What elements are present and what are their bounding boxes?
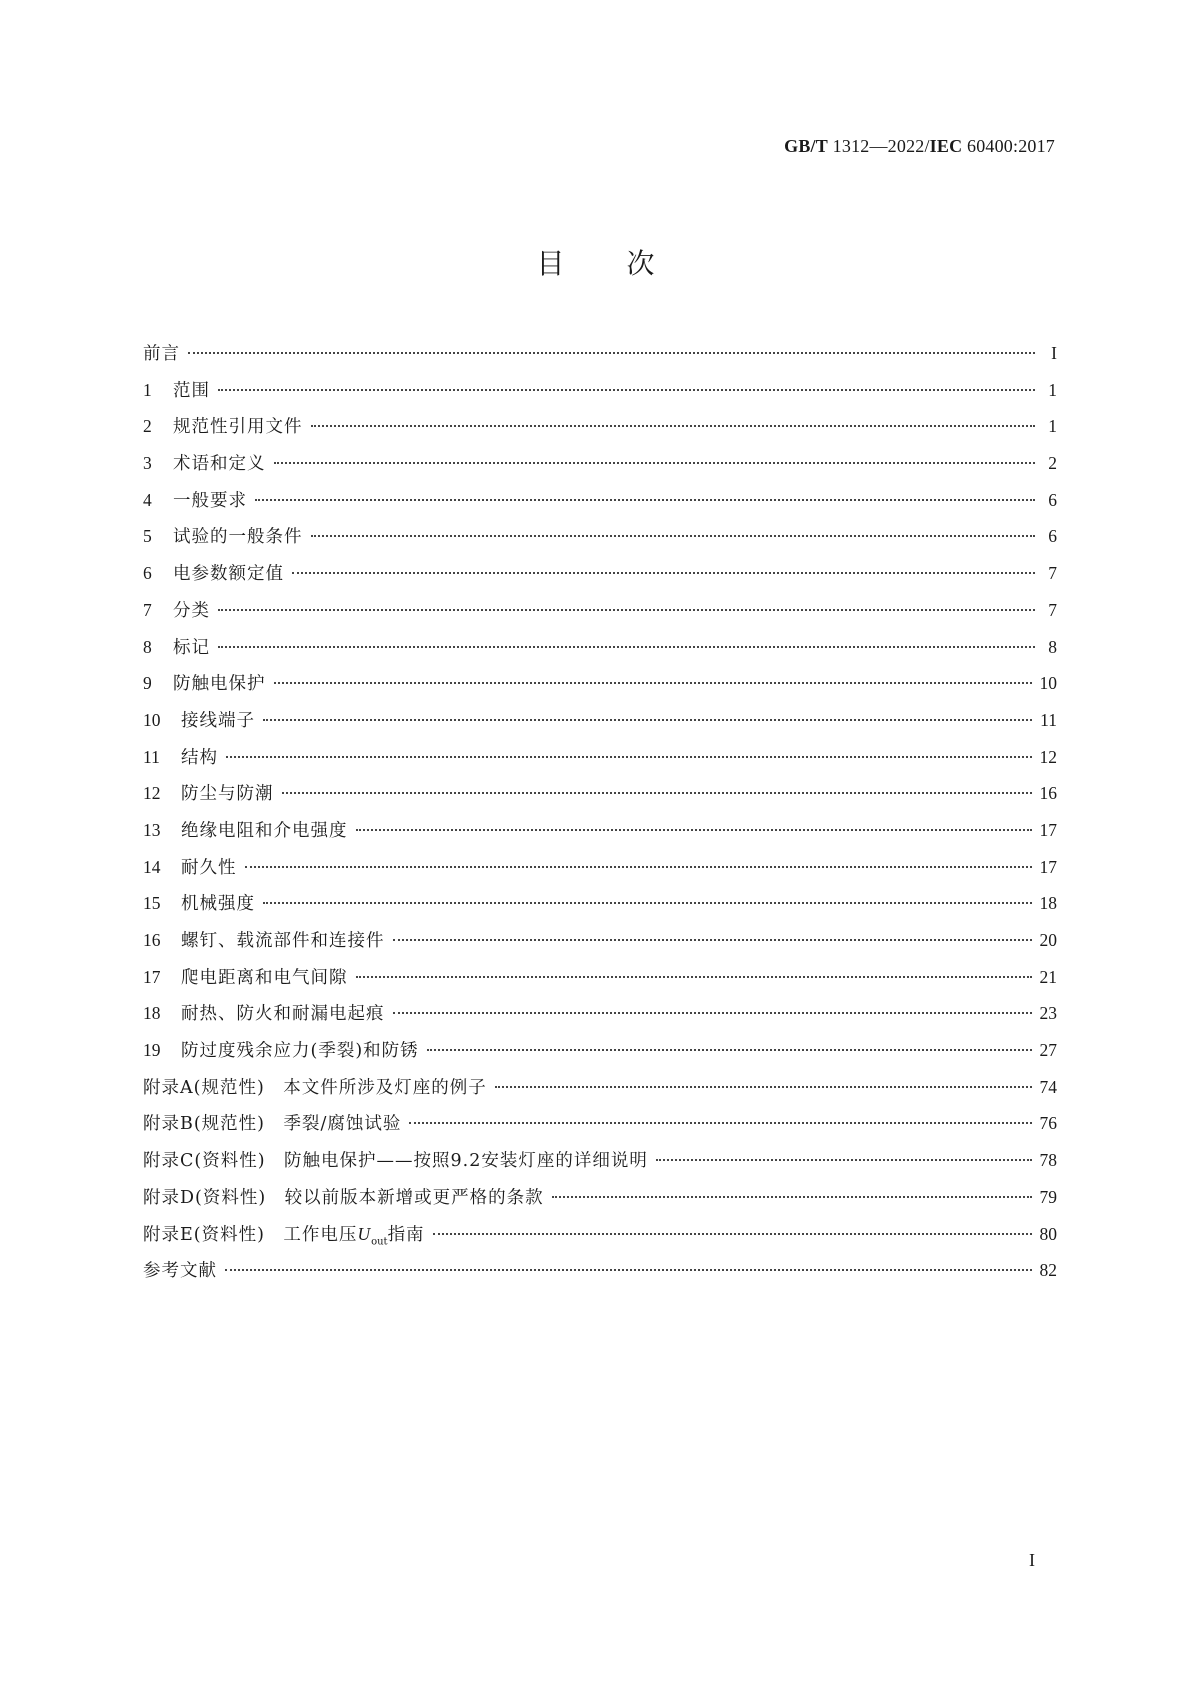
toc-leader-dots	[263, 719, 1032, 721]
toc-entry-label: 标记	[173, 637, 210, 658]
toc-leader-dots	[393, 939, 1032, 941]
toc-entry-16[interactable]	[143, 927, 1057, 964]
toc-entry-page: 7	[1048, 599, 1057, 620]
toc-entry-label: 防尘与防潮	[181, 784, 274, 805]
toc-leader-dots	[226, 756, 1032, 758]
toc-entry-number: 17	[143, 966, 161, 987]
toc-entry-label: 参考文献	[143, 1261, 217, 1282]
toc-leader-dots	[311, 535, 1036, 537]
toc-entry-14[interactable]	[143, 854, 1057, 891]
toc-leader-dots	[274, 682, 1032, 684]
toc-entry-18[interactable]	[143, 1000, 1057, 1037]
toc-entry-page: I	[1051, 343, 1057, 363]
toc-entry-label-variable: U	[357, 1223, 372, 1244]
toc-entry-number: 8	[143, 636, 152, 657]
toc-leader-dots	[656, 1159, 1032, 1161]
toc-entry-label: 防过度残余应力(季裂)和防锈	[181, 1041, 419, 1062]
toc-entry-17[interactable]	[143, 964, 1057, 1001]
toc-entry-page: 17	[1039, 856, 1057, 877]
toc-leader-dots	[409, 1122, 1031, 1124]
standard-code	[784, 136, 1055, 157]
toc-entry-label: 附录B(规范性) 季裂/腐蚀试验	[143, 1114, 402, 1135]
toc-leader-dots	[282, 792, 1032, 794]
toc-entry-label: 附录A(规范性) 本文件所涉及灯座的例子	[143, 1077, 487, 1098]
toc-leader-dots	[292, 572, 1035, 574]
toc-entry-bibliography[interactable]	[143, 1257, 1057, 1294]
standard-code-iec: IEC	[929, 136, 963, 156]
toc-leader-dots	[433, 1233, 1032, 1235]
page-number: I	[1029, 1550, 1035, 1570]
toc-entry-page: 76	[1039, 1113, 1057, 1134]
toc-entry-page: 18	[1039, 893, 1057, 914]
toc-leader-dots	[356, 829, 1032, 831]
toc-entry-annex-e[interactable]	[143, 1221, 1057, 1258]
toc-entry-page: 6	[1048, 489, 1057, 510]
toc-entry-label: 接线端子	[181, 710, 255, 731]
toc-entry-page: 27	[1039, 1040, 1057, 1061]
toc-entry-label: 耐热、防火和耐漏电起痕	[181, 1004, 385, 1025]
toc-entry-page: 23	[1039, 1003, 1057, 1024]
toc-entry-2[interactable]	[143, 413, 1057, 450]
toc-leader-dots	[255, 499, 1035, 501]
toc-entry-label: 机械强度	[181, 894, 255, 915]
toc-entry-3[interactable]	[143, 450, 1057, 487]
toc-leader-dots	[311, 425, 1036, 427]
toc-entry-label: 防触电保护	[173, 674, 266, 695]
toc-entry-9[interactable]	[143, 670, 1057, 707]
toc-leader-dots	[218, 646, 1035, 648]
standard-code-gbt: GB/T	[784, 136, 828, 156]
toc-leader-dots	[245, 866, 1032, 868]
toc-entry-number: 1	[143, 379, 152, 400]
toc-entry-6[interactable]	[143, 560, 1057, 597]
toc-entry-number: 6	[143, 563, 152, 584]
toc-entry-number: 11	[143, 746, 160, 767]
toc-entry-page: 21	[1039, 966, 1057, 987]
toc-leader-dots	[495, 1086, 1032, 1088]
toc-entry-label	[143, 1221, 425, 1248]
toc-entry-number: 3	[143, 453, 152, 474]
toc-entry-number: 13	[143, 819, 161, 840]
toc-entry-7[interactable]	[143, 597, 1057, 634]
toc-entry-label: 爬电距离和电气间隙	[181, 967, 348, 988]
toc-entry-number: 5	[143, 526, 152, 547]
toc-entry-1[interactable]	[143, 377, 1057, 414]
toc-entry-label: 螺钉、载流部件和连接件	[181, 931, 385, 951]
toc-entry-page: 79	[1039, 1186, 1057, 1207]
toc-entry-number: 18	[143, 1003, 161, 1024]
toc-entry-number: 15	[143, 893, 161, 914]
toc-entry-page: 17	[1039, 819, 1057, 840]
toc-entry-page: 6	[1048, 526, 1057, 547]
toc-entry-15[interactable]	[143, 890, 1057, 927]
toc-entry-11[interactable]	[143, 744, 1057, 781]
toc-entry-page: 10	[1039, 673, 1057, 694]
toc-entry-label: 结构	[181, 747, 218, 768]
toc-entry-number: 16	[143, 930, 161, 950]
toc-leader-dots	[274, 462, 1036, 464]
toc-entry-label: 绝缘电阻和介电强度	[181, 820, 348, 841]
toc-entry-10[interactable]	[143, 707, 1057, 744]
toc-entry-13[interactable]	[143, 817, 1057, 854]
toc-entry-annex-c[interactable]	[143, 1147, 1057, 1184]
toc-entry-annex-b[interactable]	[143, 1110, 1057, 1147]
toc-entry-label: 前言	[143, 344, 180, 364]
toc-entry-label: 附录C(资料性) 防触电保护——按照9.2安装灯座的详细说明	[143, 1151, 648, 1172]
toc-leader-dots	[552, 1196, 1032, 1198]
toc-entry-number: 2	[143, 416, 152, 437]
toc-leader-dots	[427, 1049, 1032, 1051]
toc-leader-dots	[263, 902, 1032, 904]
toc-entry-annex-a[interactable]	[143, 1074, 1057, 1111]
toc-entry-page: 2	[1048, 453, 1057, 474]
toc-entry-page: 1	[1048, 379, 1057, 400]
toc-leader-dots	[188, 352, 1035, 354]
toc-entry-label: 范围	[173, 380, 210, 401]
toc-leader-dots	[393, 1012, 1032, 1014]
toc-leader-dots	[356, 976, 1032, 978]
toc-entry-label: 电参数额定值	[173, 564, 284, 585]
toc-entry-number: 14	[143, 856, 161, 877]
toc-entry-label-prefix: 附录E(资料性) 工作电压	[143, 1224, 358, 1245]
toc-entry-number: 4	[143, 489, 152, 510]
toc-entry-label: 术语和定义	[173, 454, 266, 475]
toc-entry-page: 7	[1048, 563, 1057, 584]
toc-entry-label: 耐久性	[181, 857, 237, 878]
toc-entry-label: 分类	[173, 600, 210, 621]
toc-entry-page: 82	[1039, 1260, 1057, 1281]
toc-entry-foreword[interactable]	[143, 340, 1057, 377]
toc-list	[143, 340, 1057, 1294]
toc-entry-page: 78	[1039, 1150, 1057, 1171]
toc-entry-4[interactable]	[143, 487, 1057, 524]
toc-entry-page: 74	[1039, 1076, 1057, 1097]
toc-title: 目次	[536, 247, 717, 280]
toc-leader-dots	[218, 389, 1035, 391]
toc-entry-page: 16	[1039, 783, 1057, 804]
standard-code-iec-number: 60400:2017	[962, 136, 1055, 156]
toc-entry-page: 20	[1039, 930, 1057, 950]
toc-entry-label-subscript: out	[371, 1236, 388, 1247]
toc-entry-number: 9	[143, 673, 152, 694]
toc-entry-page: 12	[1039, 746, 1057, 767]
toc-entry-label: 规范性引用文件	[173, 417, 303, 438]
toc-entry-label: 一般要求	[173, 490, 247, 511]
toc-entry-19[interactable]	[143, 1037, 1057, 1074]
standard-code-number: 1312—2022/	[827, 136, 930, 156]
toc-entry-5[interactable]	[143, 523, 1057, 560]
toc-entry-12[interactable]	[143, 780, 1057, 817]
toc-entry-number: 10	[143, 709, 161, 730]
toc-leader-dots	[218, 609, 1035, 611]
toc-entry-number: 7	[143, 599, 152, 620]
toc-entry-8[interactable]	[143, 634, 1057, 671]
toc-entry-annex-d[interactable]	[143, 1184, 1057, 1221]
toc-entry-label: 试验的一般条件	[173, 527, 303, 548]
toc-entry-page: 80	[1039, 1223, 1057, 1244]
toc-entry-page: 1	[1048, 416, 1057, 437]
toc-entry-page: 8	[1048, 636, 1057, 657]
toc-entry-label: 附录D(资料性) 较以前版本新增或更严格的条款	[143, 1187, 544, 1208]
toc-entry-number: 12	[143, 783, 161, 804]
toc-leader-dots	[225, 1269, 1032, 1271]
toc-entry-label-suffix: 指南	[387, 1224, 425, 1245]
toc-entry-number: 19	[143, 1040, 161, 1061]
toc-entry-page: 11	[1040, 709, 1057, 730]
